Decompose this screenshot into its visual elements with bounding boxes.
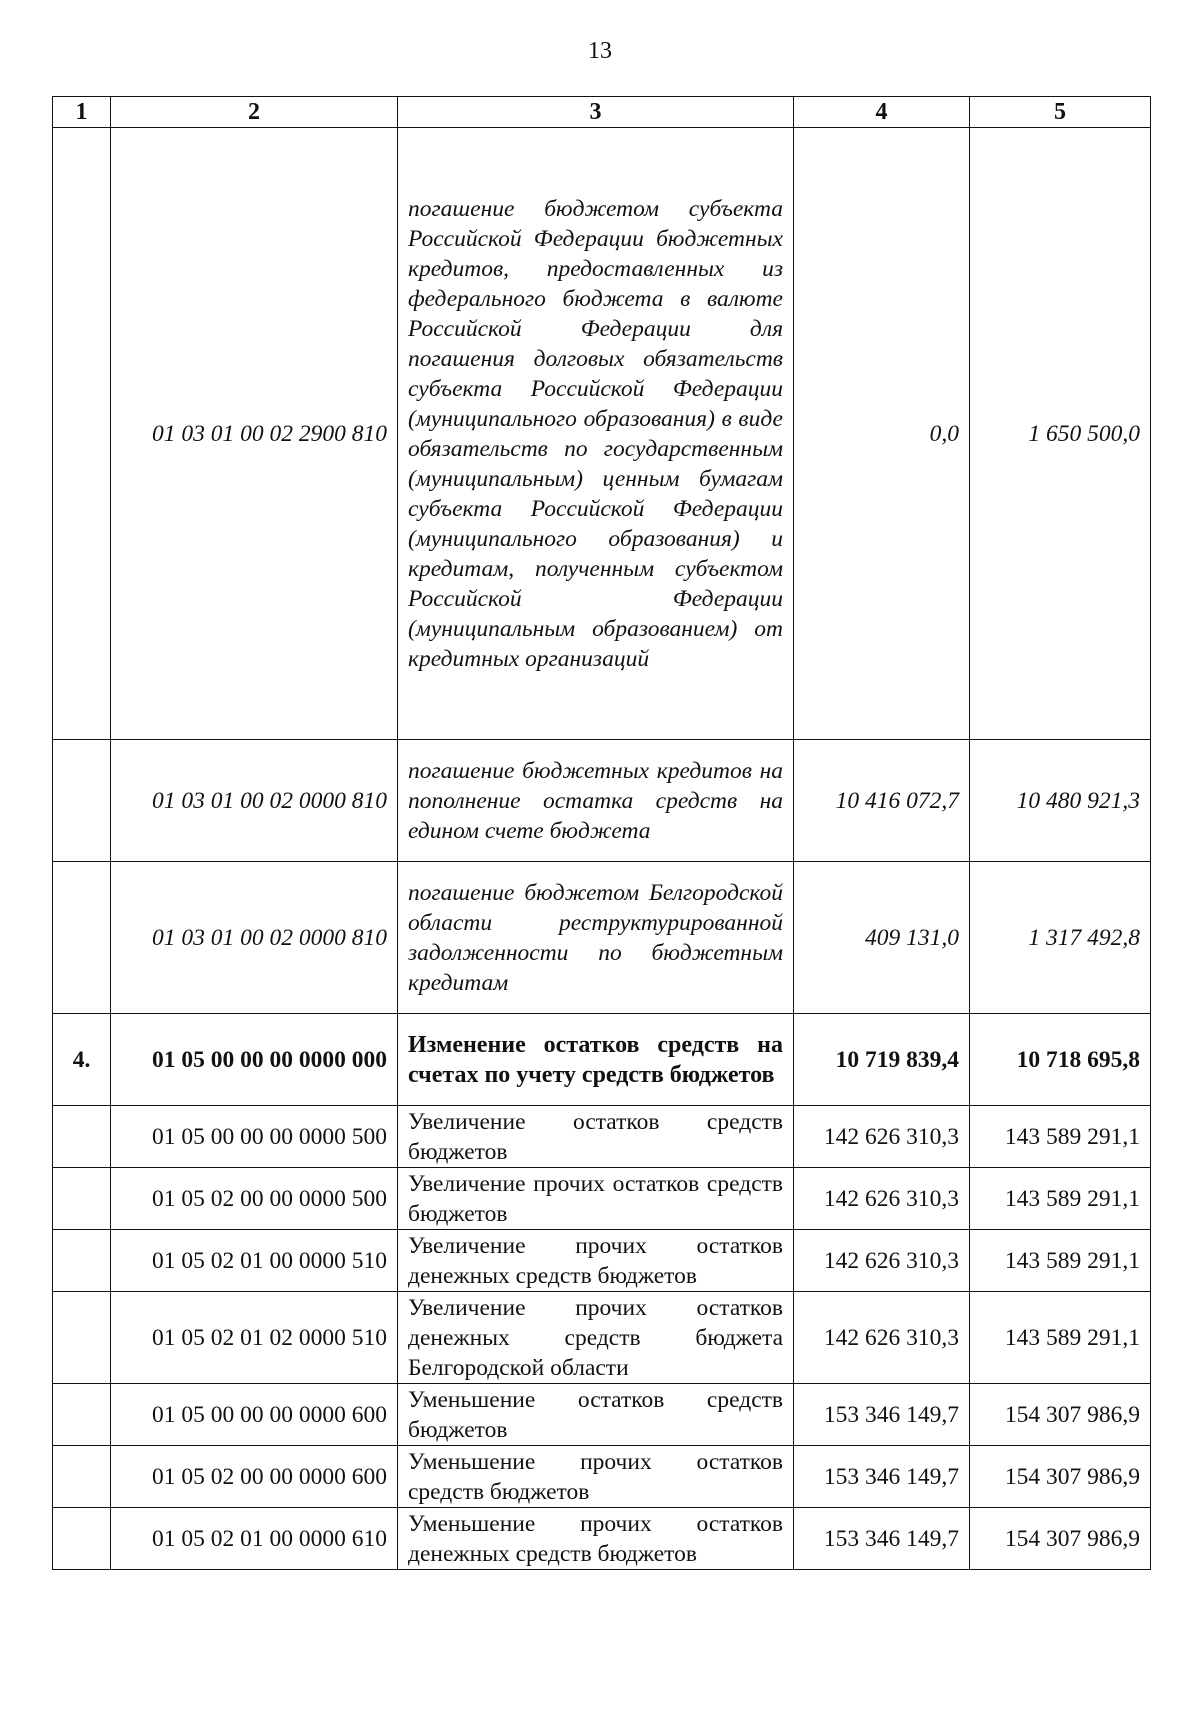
amount-col-5: 154 307 986,9	[970, 1446, 1151, 1508]
amount-col-5: 1 317 492,8	[970, 862, 1151, 1014]
table-row	[53, 128, 1151, 740]
budget-code: 01 03 01 00 02 0000 810	[111, 740, 398, 862]
table-row	[53, 740, 1151, 862]
amount-col-4: 142 626 310,3	[794, 1168, 970, 1230]
budget-code: 01 05 02 01 00 0000 510	[111, 1230, 398, 1292]
row-number	[53, 740, 111, 862]
header-col-4: 4	[794, 97, 970, 128]
row-number	[53, 1230, 111, 1292]
row-number	[53, 1292, 111, 1384]
row-description: погашение бюджетом субъекта Российской Федерации бюджетных кредитов, предоставленных из федерального бюджета в валюте Российской Федерации для погашения долговых обязательств субъекта Российской Федерации (муниципального образования) в виде обязательств по государственным (муниципальным) ценным бумагам субъекта Российской Федерации (муниципального образования) и кредитам, полученным субъектом Российской Федерации (муниципальным образованием) от кредитных организаций	[398, 128, 794, 740]
table-row	[53, 1446, 1151, 1508]
amount-col-4: 142 626 310,3	[794, 1292, 970, 1384]
amount-col-4: 153 346 149,7	[794, 1508, 970, 1570]
amount-col-4: 142 626 310,3	[794, 1106, 970, 1168]
amount-col-4: 153 346 149,7	[794, 1446, 970, 1508]
row-description: Изменение остатков средств на счетах по учету средств бюджетов	[398, 1014, 794, 1106]
row-description: Увеличение остатков средств бюджетов	[398, 1106, 794, 1168]
budget-sources-table	[52, 96, 1151, 1570]
table-row	[53, 1106, 1151, 1168]
budget-code: 01 03 01 00 02 0000 810	[111, 862, 398, 1014]
row-number	[53, 1168, 111, 1230]
row-description: Уменьшение прочих остатков средств бюджетов	[398, 1446, 794, 1508]
table-row	[53, 1508, 1151, 1570]
amount-col-5: 143 589 291,1	[970, 1292, 1151, 1384]
budget-code: 01 05 02 01 02 0000 510	[111, 1292, 398, 1384]
table-row	[53, 1384, 1151, 1446]
row-number	[53, 1384, 111, 1446]
amount-col-5: 143 589 291,1	[970, 1106, 1151, 1168]
budget-code: 01 05 00 00 00 0000 000	[111, 1014, 398, 1106]
row-description: Увеличение прочих остатков денежных средств бюджета Белгородской области	[398, 1292, 794, 1384]
table-row	[53, 1014, 1151, 1106]
row-number	[53, 1106, 111, 1168]
amount-col-5: 10 718 695,8	[970, 1014, 1151, 1106]
table-row	[53, 1168, 1151, 1230]
row-number: 4.	[53, 1014, 111, 1106]
row-description: погашение бюджетом Белгородской области реструктурированной задолженности по бюджетным кредитам	[398, 862, 794, 1014]
amount-col-5: 154 307 986,9	[970, 1508, 1151, 1570]
row-number	[53, 1508, 111, 1570]
amount-col-4: 10 719 839,4	[794, 1014, 970, 1106]
amount-col-4: 153 346 149,7	[794, 1384, 970, 1446]
amount-col-5: 143 589 291,1	[970, 1168, 1151, 1230]
row-description: Уменьшение прочих остатков денежных средств бюджетов	[398, 1508, 794, 1570]
header-col-3: 3	[398, 97, 794, 128]
header-col-5: 5	[970, 97, 1151, 128]
budget-code: 01 05 02 01 00 0000 610	[111, 1508, 398, 1570]
amount-col-4: 409 131,0	[794, 862, 970, 1014]
table-row	[53, 862, 1151, 1014]
page-number: 13	[588, 38, 612, 64]
row-description: Увеличение прочих остатков денежных средств бюджетов	[398, 1230, 794, 1292]
header-col-2: 2	[111, 97, 398, 128]
row-description: Увеличение прочих остатков средств бюджетов	[398, 1168, 794, 1230]
row-number	[53, 128, 111, 740]
budget-code: 01 05 02 00 00 0000 600	[111, 1446, 398, 1508]
table-row	[53, 1230, 1151, 1292]
header-col-1: 1	[53, 97, 111, 128]
amount-col-5: 10 480 921,3	[970, 740, 1151, 862]
table-header-row	[53, 97, 1151, 128]
budget-code: 01 05 00 00 00 0000 600	[111, 1384, 398, 1446]
amount-col-5: 143 589 291,1	[970, 1230, 1151, 1292]
row-description: Уменьшение остатков средств бюджетов	[398, 1384, 794, 1446]
amount-col-4: 0,0	[794, 128, 970, 740]
row-description: погашение бюджетных кредитов на пополнение остатка средств на едином счете бюджета	[398, 740, 794, 862]
table-row	[53, 1292, 1151, 1384]
budget-code: 01 05 02 00 00 0000 500	[111, 1168, 398, 1230]
row-number	[53, 862, 111, 1014]
amount-col-4: 10 416 072,7	[794, 740, 970, 862]
budget-code: 01 05 00 00 00 0000 500	[111, 1106, 398, 1168]
budget-code: 01 03 01 00 02 2900 810	[111, 128, 398, 740]
amount-col-5: 154 307 986,9	[970, 1384, 1151, 1446]
amount-col-5: 1 650 500,0	[970, 128, 1151, 740]
amount-col-4: 142 626 310,3	[794, 1230, 970, 1292]
row-number	[53, 1446, 111, 1508]
